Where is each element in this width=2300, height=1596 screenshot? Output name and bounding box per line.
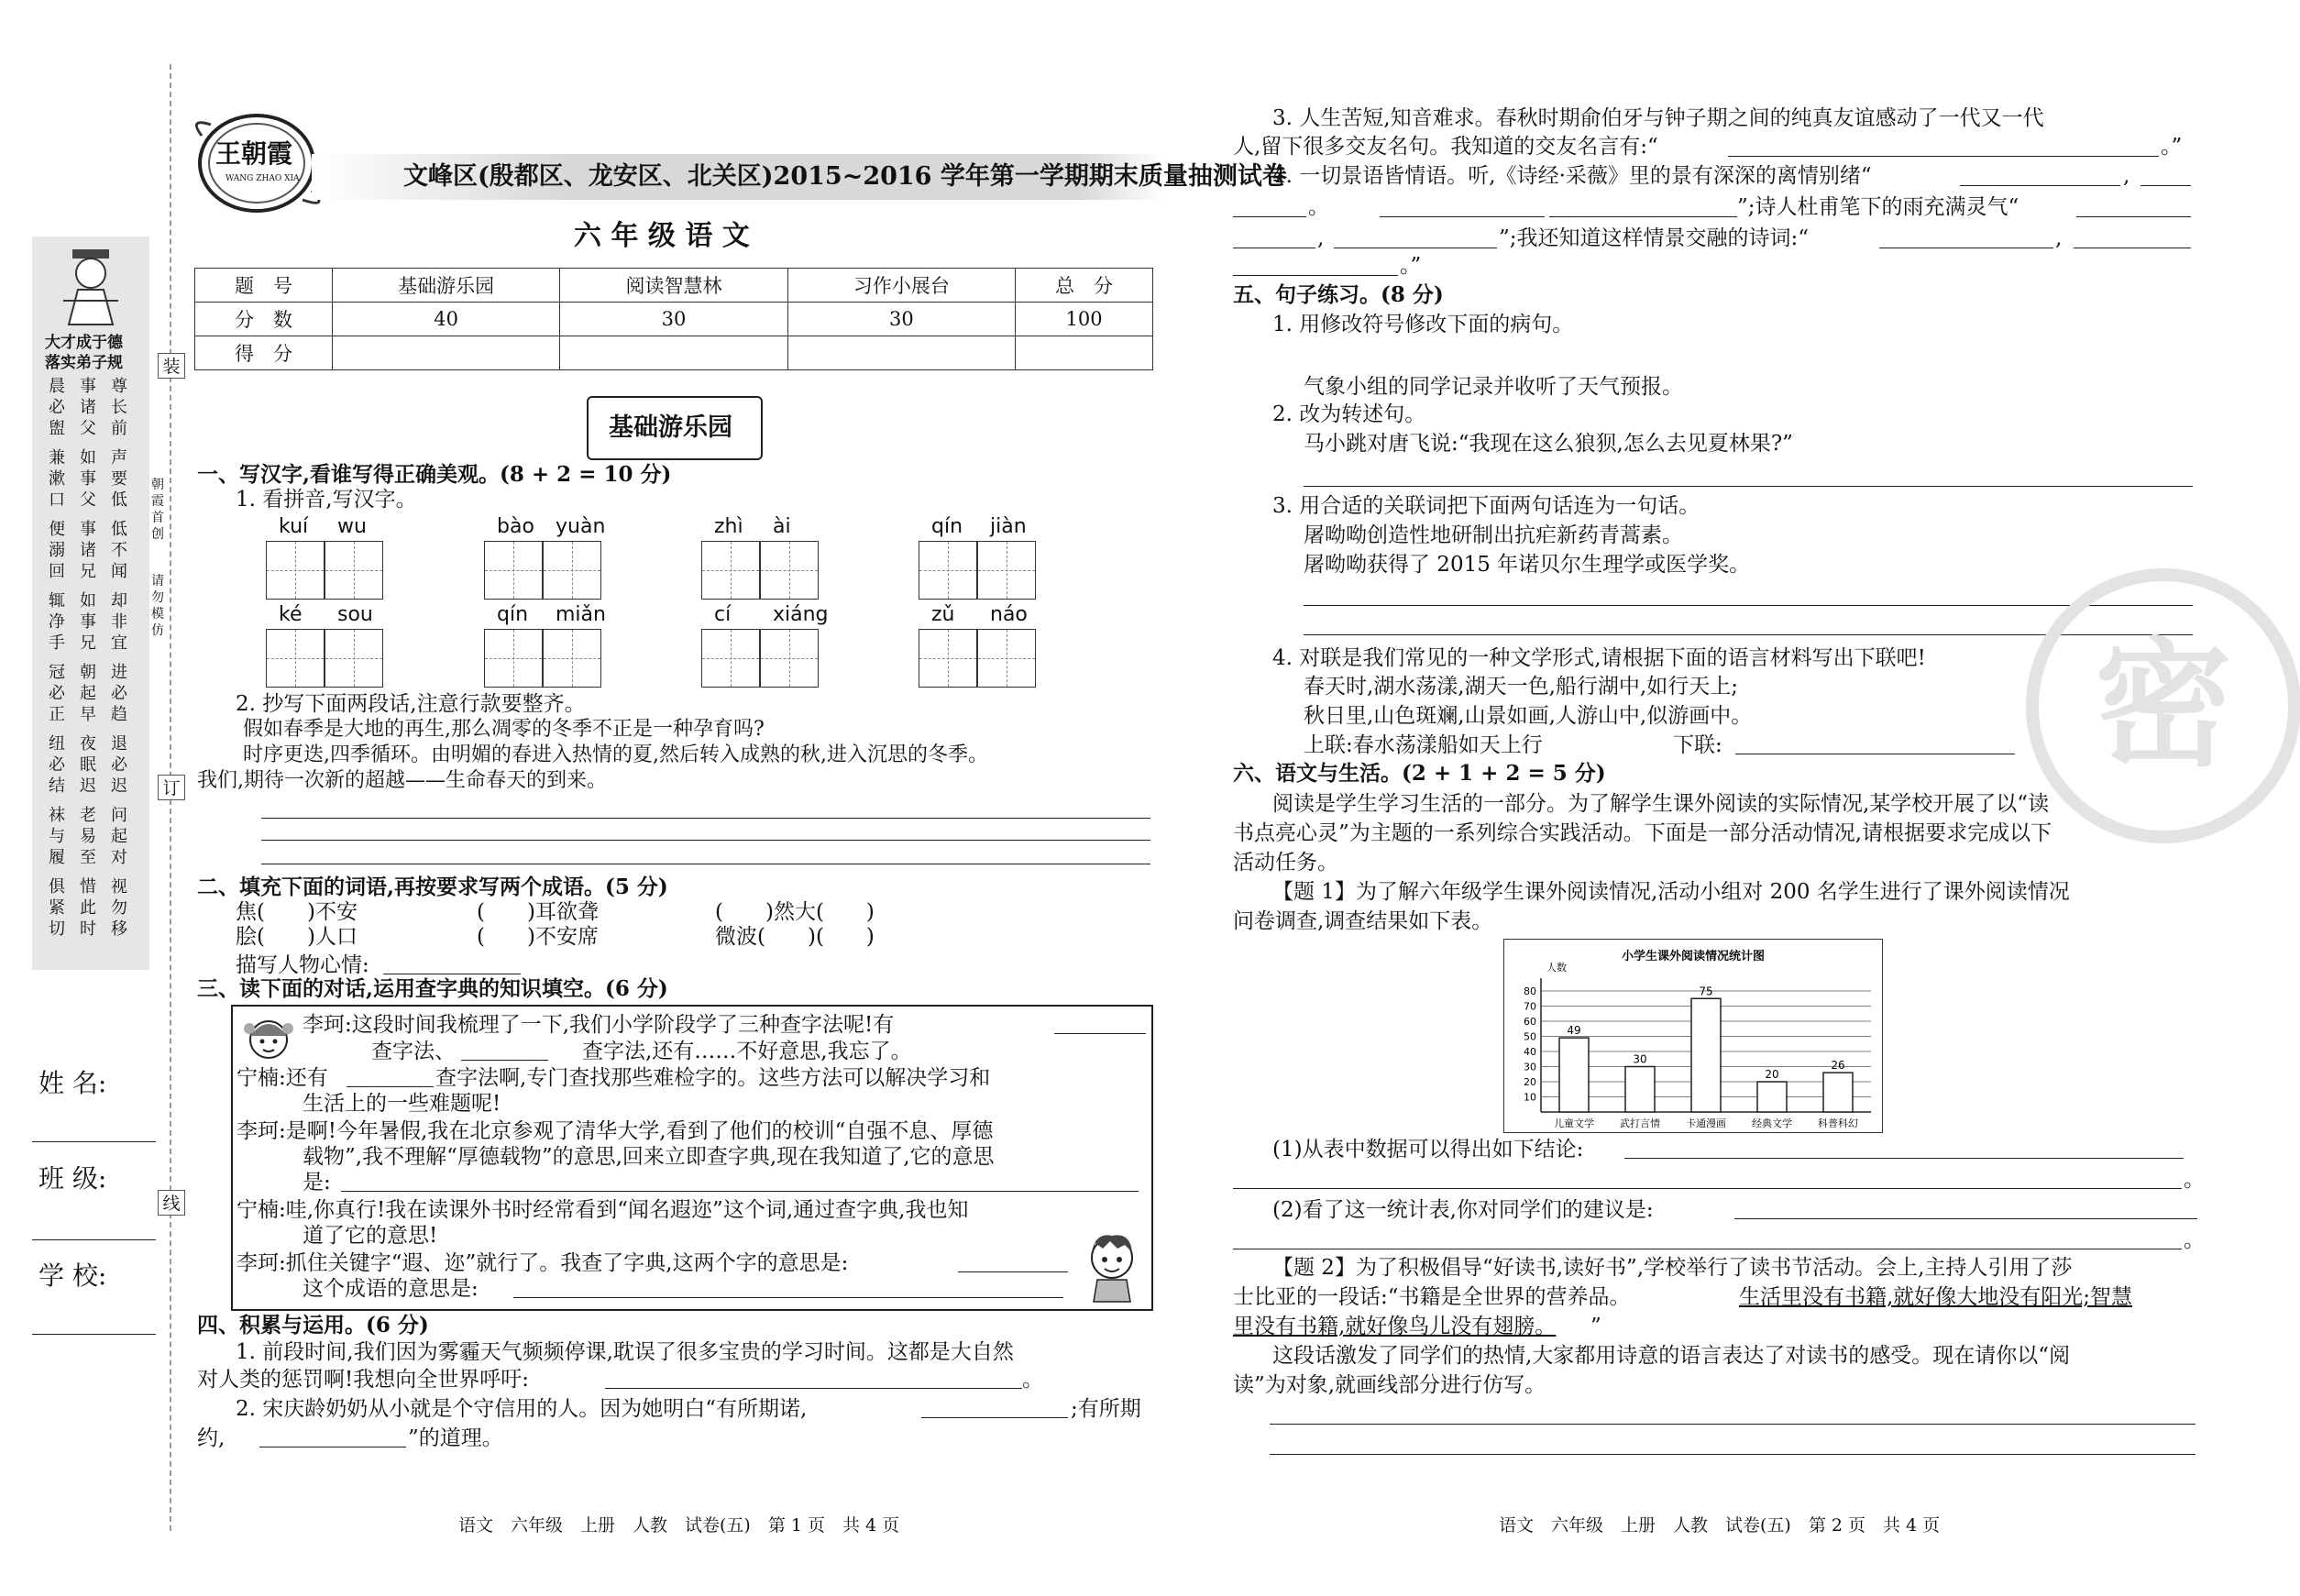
answer-line[interactable] — [261, 840, 1150, 841]
chart-value-label: 26 — [1831, 1059, 1845, 1073]
table-cell: 题 号 — [195, 269, 333, 303]
pinyin-label: bào — [497, 515, 534, 538]
motto-grid — [43, 376, 144, 963]
dialogue-line: 查字法啊,专门查找那些难检字的。这些方法可以解决学习和 — [435, 1066, 991, 1090]
pinyin-label: ké — [279, 603, 303, 626]
chart-bar — [1757, 1082, 1787, 1112]
dialogue-line: 宁楠:哇,你真行!我在读课外书时经常看到“闻名遐迩”这个词,通过查字典,我也知 — [237, 1198, 969, 1222]
q6-intro1: 阅读是学生学习生活的一部分。为了解学生课外阅读的实际情况,某学校开展了以“读 — [1272, 792, 2050, 816]
q2-title: 二、填充下面的词语,再按要求写两个成语。(5 分) — [197, 875, 668, 899]
seal-char-bottom: 线 — [158, 1190, 185, 1216]
q5-item4-down: 下联: — [1673, 733, 1722, 757]
chart-y-tick: 80 — [1524, 985, 1536, 997]
q3-title: 三、读下面的对话,运用查字典的知识填空。(6 分) — [197, 976, 668, 1001]
dialogue-line: 李珂:是啊!今年暑假,我在北京参观了清华大学,看到了他们的校训“自强不息、厚德 — [237, 1119, 994, 1143]
dialogue-line: 道了它的意思! — [303, 1224, 438, 1248]
q1-sub1: 1. 看拼音,写汉字。 — [236, 488, 417, 512]
table-cell: 阅读智慧林 — [560, 269, 787, 303]
answer-line[interactable] — [1233, 275, 1398, 276]
pinyin-label: zhì — [714, 515, 743, 538]
q6-t2d: 这段话激发了同学们的热情,大家都用诗意的语言表达了对读书的感受。现在请你以“阅 — [1272, 1344, 2071, 1368]
q4-item3b: 人,留下很多交友名句。我知道的交友名言有:“ — [1233, 135, 1658, 159]
pinyin-label: wu — [337, 515, 367, 538]
answer-line[interactable] — [341, 1191, 1139, 1192]
table-row — [195, 336, 1153, 370]
motto-column: 如事兄 — [80, 591, 96, 653]
chart-category-label: 经典文学 — [1752, 1117, 1792, 1129]
dialogue-line: 查字法,还有……不好意思,我忘了。 — [582, 1040, 912, 1063]
brand-logo-sub: WANG ZHAO XIA — [226, 174, 300, 183]
motto-column: 如事父 — [80, 448, 96, 510]
q2-word[interactable]: 脍( )人口 — [236, 925, 358, 949]
q4-item4c: ”;我还知道这样情景交融的诗词:“ — [1499, 226, 1810, 250]
q2-word[interactable]: ( )耳欲聋 — [477, 900, 599, 924]
pinyin-label: zǔ — [931, 603, 955, 626]
answer-line[interactable] — [958, 1271, 1068, 1272]
q4-item2c: 约, — [197, 1426, 226, 1450]
motto-column: 声要低 — [111, 448, 127, 510]
scholar-illustration — [60, 246, 122, 328]
motto-column: 辄净手 — [49, 591, 65, 653]
character-box[interactable] — [266, 629, 325, 688]
motto-column: 纽必结 — [49, 734, 65, 796]
side-note-2: 请勿模仿 — [151, 574, 164, 638]
pinyin-label: ài — [773, 515, 791, 538]
character-box[interactable] — [977, 629, 1036, 688]
q4-item2a: 2. 宋庆龄奶奶从小就是个守信用的人。因为她明白“有所期诺, — [236, 1397, 808, 1421]
answer-line[interactable] — [2076, 216, 2191, 217]
brand-logo — [183, 108, 330, 218]
answer-line[interactable] — [1549, 216, 1737, 217]
q1-sub2: 2. 抄写下面两段话,注意行款要整齐。 — [236, 692, 586, 716]
q6-t1a: 【题 1】为了解六年级学生课外阅读情况,活动小组对 200 名学生进行了课外阅读情况 — [1272, 880, 2070, 904]
dialogue-line: 是: — [303, 1171, 331, 1194]
pinyin-label: jiàn — [990, 515, 1027, 538]
exam-title: 文峰区(殷都区、龙安区、北关区)2015~2016 学年第一学期期末质量抽测试卷 — [403, 162, 1287, 191]
character-box[interactable] — [919, 629, 977, 688]
subject-title: 六 年 级 语 文 — [574, 220, 750, 252]
character-box[interactable] — [266, 541, 325, 600]
answer-line[interactable] — [1734, 1218, 2197, 1219]
q6-t2c-underlined: 里没有书籍,就好像鸟儿没有翅膀。 — [1233, 1315, 1557, 1338]
motto-column: 冠必正 — [49, 663, 65, 724]
pinyin-label: sou — [337, 603, 373, 626]
q1-para1: 假如春季是大地的再生,那么凋零的冬季不正是一种孕育吗? — [243, 718, 765, 741]
table-cell: 总 分 — [1016, 269, 1153, 303]
motto-column: 晨必盥 — [49, 377, 65, 438]
q6-t2b: 士比亚的一段话:“书籍是全世界的营养品。 — [1233, 1285, 1631, 1309]
q1-para2b: 我们,期待一次新的超越——生命春天的到来。 — [197, 769, 607, 792]
q5-item4-up: 上联:春水荡漾船如天上行 — [1304, 733, 1543, 757]
character-box[interactable] — [484, 629, 543, 688]
girl-avatar — [240, 1008, 297, 1065]
answer-line[interactable] — [605, 1388, 1022, 1389]
school-field[interactable] — [32, 1334, 156, 1335]
motto-column: 低不闻 — [111, 520, 127, 581]
score-table — [194, 268, 1153, 370]
q4-quote-close: 。” — [2161, 135, 2183, 159]
table-cell: 30 — [560, 303, 787, 336]
chart-bar — [1691, 998, 1721, 1112]
chart-bar — [1559, 1038, 1589, 1112]
character-box[interactable] — [701, 629, 760, 688]
pinyin-label: yuàn — [556, 515, 606, 538]
chart-value-label: 30 — [1633, 1052, 1647, 1066]
q4-item4b: ”;诗人杜甫笔下的雨充满灵气“ — [1737, 195, 2019, 219]
dialogue-line: 查字法、 — [371, 1040, 456, 1063]
q4-item1a: 1. 前段时间,我们因为雾霾天气频频停课,耽误了很多宝贵的学习时间。这都是大自然 — [236, 1340, 1014, 1364]
dialogue-line: 生活上的一些难题呢! — [303, 1092, 501, 1116]
q2-word[interactable]: 微波( )( ) — [715, 925, 875, 949]
q4-item2b: ;有所期 — [1071, 1397, 1141, 1421]
q6-t1b: 问卷调查,调查结果如下表。 — [1233, 909, 1493, 933]
answer-line[interactable] — [1960, 185, 2120, 186]
footer-left: 语文 六年级 上册 人教 试卷(五) 第 1 页 共 4 页 — [458, 1515, 900, 1535]
q4-item3a: 3. 人生苦短,知音难求。春秋时期俞伯牙与钟子期之间的纯真友谊感动了一代又一代 — [1272, 106, 2044, 130]
character-box[interactable] — [325, 541, 383, 600]
pinyin-label: náo — [990, 603, 1028, 626]
answer-line[interactable] — [261, 818, 1150, 819]
q6-title: 六、语文与生活。(2 + 1 + 2 = 5 分) — [1233, 761, 1606, 786]
score-input-cell[interactable] — [787, 336, 1015, 370]
q4-title: 四、积累与运用。(6 分) — [197, 1313, 429, 1337]
dialogue-line: 宁楠:还有 — [237, 1066, 328, 1090]
chart-title: 小学生课外阅读情况统计图 — [1621, 950, 1766, 963]
answer-line[interactable] — [1054, 1033, 1146, 1034]
pinyin-label: kuí — [279, 515, 309, 538]
motto-column: 俱紧切 — [49, 877, 65, 939]
motto-column: 却非宜 — [111, 591, 127, 653]
motto-column: 朝起早 — [80, 663, 96, 724]
reading-chart-svg — [1504, 940, 1882, 1132]
motto-column: 事诸兄 — [80, 520, 96, 581]
answer-line[interactable] — [1624, 1158, 2184, 1159]
score-input-cell[interactable] — [1016, 336, 1153, 370]
class-label: 班 级: — [39, 1163, 107, 1194]
q4-comma: , — [1317, 226, 1325, 250]
chart-y-tick: 40 — [1524, 1046, 1536, 1058]
watermark-stamp: 密 — [2026, 568, 2300, 843]
answer-line[interactable] — [2140, 185, 2191, 186]
score-input-cell[interactable] — [332, 336, 559, 370]
answer-line[interactable] — [347, 1086, 434, 1087]
answer-line[interactable] — [1304, 605, 2193, 606]
motto-column: 尊长前 — [111, 377, 127, 438]
boy-avatar — [1077, 1228, 1147, 1304]
q4-quote-close: 。” — [1400, 254, 1422, 278]
dialogue-line: 这个成语的意思是: — [303, 1277, 479, 1301]
answer-line[interactable] — [1728, 156, 2159, 157]
table-cell: 习作小展台 — [787, 269, 1015, 303]
chart-ylabel: 人数 — [1546, 962, 1567, 974]
q4-comma: , — [2055, 226, 2063, 250]
q5-item4: 4. 对联是我们常见的一种文学形式,请根据下面的语言材料写出下联吧! — [1272, 646, 1926, 670]
chart-y-tick: 60 — [1524, 1016, 1536, 1028]
answer-line[interactable] — [1270, 1424, 2195, 1425]
q6-period: 。 — [2184, 1228, 2205, 1252]
motto-column: 问起对 — [111, 806, 127, 867]
q2-mood-label: 描写人物心情: — [236, 953, 369, 977]
motto-column: 退必迟 — [111, 734, 127, 796]
q6-t1-q1: (1)从表中数据可以得出如下结论: — [1272, 1138, 1584, 1161]
q6-period: 。 — [2184, 1168, 2205, 1192]
motto-column: 老易至 — [80, 806, 96, 867]
table-cell: 30 — [787, 303, 1015, 336]
table-cell: 基础游乐园 — [332, 269, 559, 303]
character-box[interactable] — [543, 541, 601, 600]
table-cell: 得 分 — [195, 336, 333, 370]
q4-period: 。 — [1308, 195, 1329, 219]
q6-intro3: 活动任务。 — [1233, 851, 1338, 875]
motto-column: 视勿移 — [111, 877, 127, 939]
section-banner-text: 基础游乐园 — [609, 413, 732, 442]
character-box[interactable] — [760, 629, 819, 688]
motto-column: 惜此时 — [80, 877, 96, 939]
pinyin-label: qín — [497, 603, 529, 626]
motto-column: 兼漱口 — [49, 448, 65, 510]
chart-y-tick: 30 — [1524, 1061, 1536, 1073]
q5-item2-sentence: 马小跳对唐飞说:“我现在这么狼狈,怎么去见夏林果?” — [1304, 432, 1793, 456]
dialogue-line: 李珂:抓住关键字“遐、迩”就行了。我查了字典,这两个字的意思是: — [237, 1251, 849, 1275]
table-row — [195, 269, 1153, 303]
table-cell: 40 — [332, 303, 559, 336]
chart-category-label: 儿童文学 — [1554, 1117, 1594, 1129]
character-box[interactable] — [484, 541, 543, 600]
q5-item3: 3. 用合适的关联词把下面两句话连为一句话。 — [1272, 494, 1700, 518]
table-cell: 100 — [1016, 303, 1153, 336]
chart-value-label: 49 — [1567, 1024, 1581, 1038]
character-box[interactable] — [543, 629, 601, 688]
q4-comma: , — [2123, 164, 2130, 188]
chart-value-label: 20 — [1765, 1068, 1779, 1081]
reading-chart — [1503, 939, 1883, 1133]
brand-logo-text: 王朝霞 — [215, 138, 293, 169]
class-field[interactable] — [32, 1239, 156, 1240]
motto-column: 进必趋 — [111, 663, 127, 724]
q5-item3-s2: 屠呦呦获得了 2015 年诺贝尔生理学或医学奖。 — [1304, 553, 1751, 577]
side-note-1: 朝霞首创 — [151, 478, 164, 542]
q2-word[interactable]: ( )不安席 — [477, 925, 599, 949]
section-banner — [587, 396, 763, 460]
dialogue-line: 李珂:这段时间我梳理了一下,我们小学阶段学了三种查字法呢!有 — [303, 1013, 895, 1037]
answer-line[interactable] — [1380, 216, 1545, 217]
q6-t2a: 【题 2】为了积极倡导“好读书,读好书”,学校举行了读书节活动。会上,主持人引用了莎 — [1272, 1256, 2073, 1280]
q5-item1-sentence: 气象小组的同学记录并收听了天气预报。 — [1304, 375, 1683, 399]
chart-bar — [1625, 1067, 1655, 1113]
dialogue-line: 载物”,我不理解“厚德载物”的意思,回来立即查字典,现在我知道了,它的意思 — [303, 1145, 995, 1169]
seal-char-top: 装 — [158, 353, 185, 379]
q1-para2a: 时序更迭,四季循环。由明媚的春进入热情的夏,然后转入成熟的秋,进入沉思的冬季。 — [243, 743, 988, 766]
pinyin-label: qín — [931, 515, 963, 538]
q6-t1-q2: (2)看了这一统计表,你对同学们的建议是: — [1272, 1198, 1654, 1222]
chart-y-tick: 20 — [1524, 1076, 1536, 1088]
q5-title: 五、句子练习。(8 分) — [1233, 282, 1444, 307]
chart-value-label: 75 — [1699, 985, 1713, 998]
character-box[interactable] — [919, 541, 977, 600]
answer-line[interactable] — [1233, 216, 1306, 217]
motto-column: 便溺回 — [49, 520, 65, 581]
q4-item4a: 4. 一切景语皆情语。听,《诗经·采薇》里的景有深深的离情别绪“ — [1272, 164, 1872, 188]
pinyin-label: cí — [714, 603, 732, 626]
character-box[interactable] — [760, 541, 819, 600]
answer-line[interactable] — [1304, 486, 2193, 487]
seal-char-mid: 订 — [158, 775, 185, 800]
q1-title: 一、写汉字,看谁写得正确美观。(8 + 2 = 10 分) — [197, 462, 672, 487]
q4-item1b: 对人类的惩罚啊!我想向全世界呼吁: — [197, 1368, 529, 1392]
table-row — [195, 303, 1153, 336]
chart-y-tick: 50 — [1524, 1030, 1536, 1043]
q6-intro2: 书点亮心灵”为主题的一系列综合实践活动。下面是一部分活动情况,请根据要求完成以下 — [1233, 821, 2052, 845]
q5-item1: 1. 用修改符号修改下面的病句。 — [1272, 313, 1574, 336]
character-box[interactable] — [701, 541, 760, 600]
answer-line[interactable] — [513, 1297, 1063, 1298]
answer-line[interactable] — [1233, 1188, 2182, 1189]
name-field[interactable] — [32, 1141, 156, 1142]
q4-period: 。 — [1022, 1368, 1043, 1392]
chart-y-tick: 70 — [1524, 1000, 1536, 1013]
pinyin-label: xiáng — [773, 603, 829, 626]
answer-line[interactable] — [461, 1060, 548, 1061]
answer-line[interactable] — [1270, 1454, 2195, 1455]
q6-t2e: 读”为对象,就画线部分进行仿写。 — [1233, 1373, 1546, 1397]
pinyin-label: miǎn — [556, 603, 606, 626]
score-input-cell[interactable] — [560, 336, 787, 370]
q5-item3-s1: 屠呦呦创造性地研制出抗疟新药青蒿素。 — [1304, 523, 1683, 547]
chart-y-tick: 10 — [1524, 1091, 1536, 1104]
q5-item2: 2. 改为转述句。 — [1272, 402, 1426, 426]
q2-word[interactable]: 焦( )不安 — [236, 900, 358, 924]
motto-column: 袜与履 — [49, 806, 65, 867]
motto-strip — [32, 237, 149, 970]
motto-column: 事诸父 — [80, 377, 96, 438]
table-cell: 分 数 — [195, 303, 333, 336]
q5-item4-l2: 秋日里,山色斑斓,山景如画,人游山中,似游画中。 — [1304, 704, 1753, 728]
q2-word[interactable]: ( )然大( ) — [715, 900, 875, 924]
q5-item4-l1: 春天时,湖水荡漾,湖天一色,船行湖中,如行天上; — [1304, 675, 1738, 699]
q6-t2c: ” — [1590, 1315, 1601, 1338]
answer-line[interactable] — [921, 1417, 1068, 1418]
motto-line-1: 大才成于德 — [45, 334, 123, 352]
character-box[interactable] — [325, 629, 383, 688]
chart-category-label: 武打言情 — [1620, 1117, 1660, 1129]
character-box[interactable] — [977, 541, 1036, 600]
footer-right: 语文 六年级 上册 人教 试卷(五) 第 2 页 共 4 页 — [1499, 1515, 1941, 1535]
q4-item2d: ”的道理。 — [408, 1426, 503, 1450]
q6-t2b-underlined: 生活里没有书籍,就好像大地没有阳光;智慧 — [1739, 1285, 2133, 1309]
chart-category-label: 科普科幻 — [1818, 1117, 1858, 1129]
name-label: 姓 名: — [39, 1068, 107, 1098]
chart-bar — [1823, 1073, 1853, 1112]
school-label: 学 校: — [39, 1260, 107, 1291]
motto-line-2: 落实弟子规 — [45, 354, 123, 372]
chart-category-label: 卡通漫画 — [1686, 1117, 1726, 1129]
motto-column: 夜眠迟 — [80, 734, 96, 796]
